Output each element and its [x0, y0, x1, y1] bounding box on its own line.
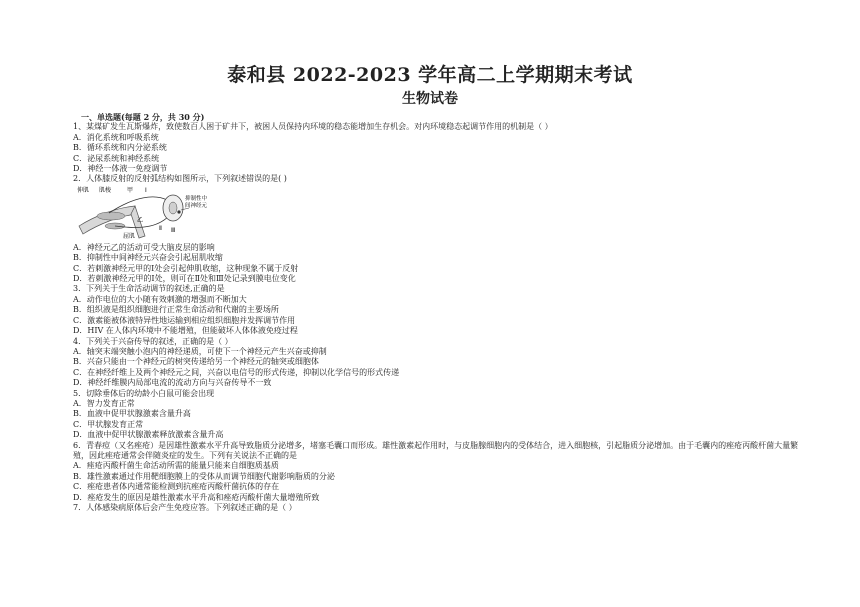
label-interneuron: 抑制性中间神经元 [185, 195, 208, 209]
question-6-option-d: D．痤疮发生的原因是雄性激素水平升高和痤疮丙酸杆菌大量增殖所致 [73, 492, 320, 502]
question-6-option-c: C．痤疮患者体内通常能检测到抗痤疮丙酸杆菌抗体的存在 [73, 482, 280, 492]
reflex-arc-diagram [75, 186, 225, 241]
question-5-option-b: B．血液中促甲状腺激素含量升高 [73, 409, 191, 419]
reflex-arc-figure [75, 186, 225, 241]
question-3-option-c: C．激素能被体液特异性地运输到相应组织细胞并发挥调节作用 [73, 315, 296, 325]
label-point-ii: Ⅱ [159, 224, 162, 232]
question-7-stem: 7．人体感染病原体后会产生免疫应答。下列叙述正确的是（ ） [73, 503, 297, 512]
exam-body [73, 112, 803, 513]
question-3-option-a: A．动作电位的大小随有效刺激的增强而不断加大 [73, 294, 247, 304]
question-5-stem: 5．切除垂体后的幼龄小白鼠可能会出现 [73, 388, 215, 398]
question-1-option-b: B．循环系统和内分泌系统 [73, 143, 167, 153]
label-neuron-a: 甲 [127, 186, 134, 194]
question-3-option-d: D．HIV 在人体内环境中不能增殖，但能破坏人体体液免疫过程 [73, 326, 298, 336]
question-5-option-c: C．甲状腺发育正常 [73, 419, 144, 429]
label-flexor: 屈肌 [123, 232, 136, 240]
question-6-option-a: A．痤疮丙酸杆菌生命活动所需的能量只能来自细胞质基质 [73, 461, 279, 471]
exam-title: 泰和县 2022-2023 学年高二上学期期末考试 [227, 64, 633, 86]
label-point-iii: Ⅲ [171, 226, 176, 234]
question-4-option-d: D．神经纤维膜内局部电流的流动方向与兴奋传导不一致 [73, 378, 272, 388]
question-6-option-b: B．雄性激素通过作用靶细胞膜上的受体从而调节细胞代谢影响脂质的分泌 [73, 471, 335, 481]
question-4-option-b: B．兴奋只能由一个神经元的树突传递给另一个神经元的轴突或细胞体 [73, 357, 319, 367]
section-heading: 一、单选题(每题 2 分，共 30 分) [81, 112, 205, 122]
question-4-stem: 4．下列关于兴奋传导的叙述，正确的是（ ） [73, 336, 233, 346]
label-point-i: Ⅰ [145, 186, 147, 194]
question-2-option-d: D．若刺激神经元甲的Ⅰ处，则可在Ⅱ处和Ⅲ处记录到膜电位变化 [73, 274, 296, 284]
question-2-option-b: B．抑制性中间神经元兴奋会引起屈肌收缩 [73, 253, 223, 263]
question-2-stem: 2．人体膝反射的反射弧结构如图所示，下列叙述错误的是( ) [73, 174, 287, 184]
label-neuron-b: 乙 [137, 216, 144, 224]
question-1-option-d: D．神经一体液一免疫调节 [73, 164, 168, 174]
question-2-option-a: A．神经元乙的活动可受大脑皮层的影响 [73, 242, 215, 252]
question-1-option-c: C．泌尿系统和神经系统 [73, 153, 160, 163]
label-extensor: 伸肌 [77, 186, 90, 194]
question-1-option-a: A．消化系统和呼吸系统 [73, 132, 159, 142]
label-spindle: 肌梭 [99, 186, 112, 194]
question-3-option-b: B．组织液是组织细胞进行正常生命活动和代谢的主要场所 [73, 305, 279, 315]
question-4-option-c: C．在神经纤维上及两个神经元之间，兴奋以电信号的形式传递，抑制以化学信号的形式传递 [73, 367, 400, 377]
question-5-option-a: A．智力发育正常 [73, 398, 135, 408]
question-4-option-a: A．轴突末端突触小泡内的神经递质，可使下一个神经元产生兴奋或抑制 [73, 346, 327, 356]
question-1-stem: 1、某煤矿发生瓦斯爆炸，致使数百人困于矿井下，被困人员保持内环境的稳态能增加生存机会。对内环境稳态起调节作用的机制是（ ） [73, 122, 553, 132]
question-2-option-c: C．若刺激神经元甲的Ⅰ处会引起伸肌收缩，这种现象不属于反射 [73, 263, 299, 273]
exam-subtitle: 生物试卷 [402, 91, 458, 107]
question-5-option-d: D．血液中促甲状腺激素释放激素含量升高 [73, 430, 224, 440]
question-6-stem: 6．青春痘（又名痤疮）是因雄性激素水平升高导致脂质分泌增多，堵塞毛囊口而形成。雄性激素起作用时，与皮脂腺细胞内的受体结合，进入细胞核，引起脂质分泌增加。由于毛囊内的痤疮丙酸杆菌大量繁殖，因此痤疮通常会伴随炎症的发生。下列有关说法不正确的是 [73, 440, 799, 460]
question-3-stem: 3．下列关于生命活动调节的叙述,正确的是 [73, 284, 225, 294]
